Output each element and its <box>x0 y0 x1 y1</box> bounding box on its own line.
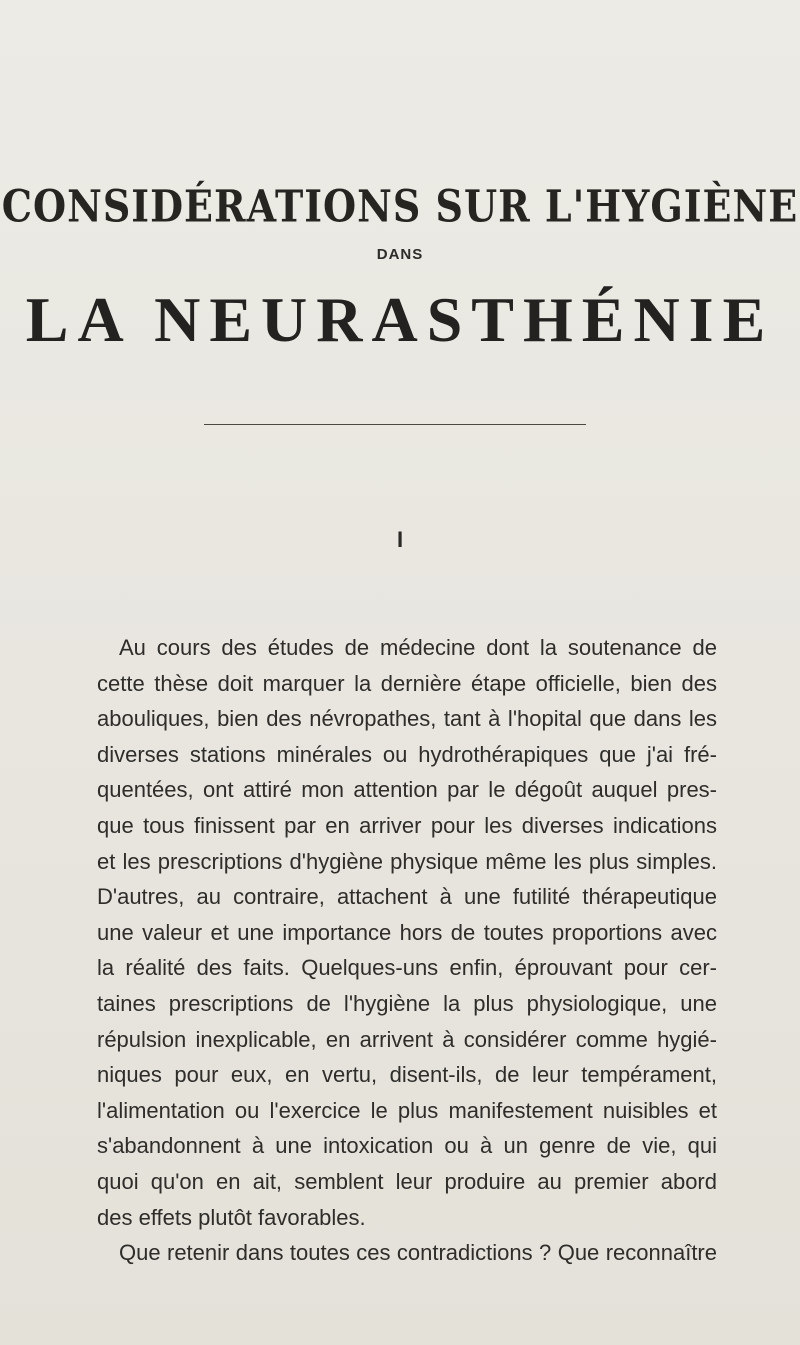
title-connector: DANS <box>376 246 424 263</box>
text-line: répulsion inexplicable, en arrivent à considérer comme hygié- <box>97 1026 717 1052</box>
text-line: la réalité des faits. Quelques-uns enfin, éprouvant pour cer- <box>97 955 717 981</box>
text-line: que tous finissent par en arriver pour les diverses indications <box>97 812 717 838</box>
text-line: taines prescriptions de l'hygiène la plus physiologique, une <box>97 990 717 1016</box>
body-paragraph <box>97 630 717 1271</box>
text-line: Au cours des études de médecine dont la soutenance de <box>119 635 717 660</box>
title-subject: LA NEURASTHÉNIE <box>25 284 775 355</box>
text-line: des effets plutôt favorables. <box>97 1204 366 1230</box>
text-line: quoi qu'on en ait, semblent leur produire au premier abord <box>97 1168 717 1194</box>
text-line: Que retenir dans toutes ces contradictions ? Que reconnaître <box>119 1240 717 1266</box>
text-line: niques pour eux, en vertu, disent-ils, de leur tempérament, <box>97 1062 717 1088</box>
text-line: abouliques, bien des névropathes, tant à l'hopital que dans les <box>97 706 717 732</box>
text-line: une valeur et une importance hors de toutes proportions avec <box>97 919 717 945</box>
text-line: l'alimentation ou l'exercice le plus manifestement nuisibles et <box>97 1097 717 1123</box>
text-line: quentées, ont attiré mon attention par le dégoût auquel pres- <box>97 777 717 803</box>
text-line: et les prescriptions d'hygiène physique même les plus simples. <box>97 848 717 874</box>
text-line: cette thèse doit marquer la dernière étape officielle, bien des <box>97 670 717 696</box>
title-main: CONSIDÉRATIONS SUR L'HYGIÈNE <box>1 180 799 232</box>
text-line: diverses stations minérales ou hydrothérapiques que j'ai fré- <box>97 741 717 767</box>
section-number: I <box>396 527 404 552</box>
horizontal-rule <box>204 424 586 425</box>
text-line: s'abandonnent à une intoxication ou à un genre de vie, qui <box>97 1133 717 1159</box>
text-line: D'autres, au contraire, attachent à une futilité thérapeutique <box>97 884 717 910</box>
